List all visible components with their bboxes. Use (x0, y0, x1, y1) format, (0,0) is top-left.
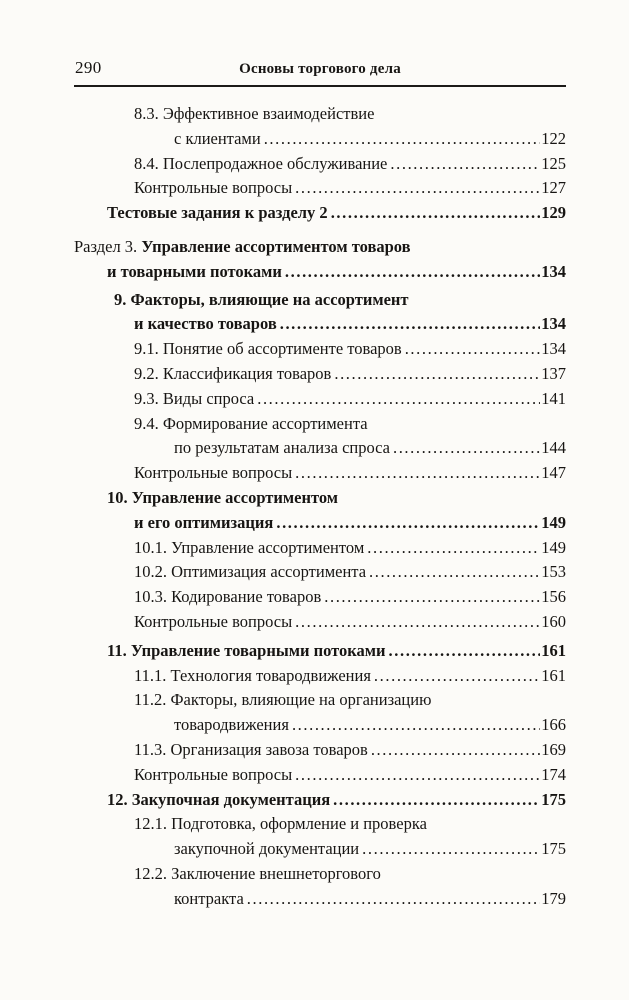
toc-entry-line (74, 235, 566, 260)
running-title: Основы торгового дела (239, 61, 401, 77)
toc-entry-line (74, 436, 566, 461)
dot-leader (374, 664, 540, 689)
toc-entry-line (74, 837, 566, 862)
toc-page-ref: 174 (541, 764, 566, 784)
toc-entry-line (74, 511, 566, 536)
dot-leader (331, 201, 541, 226)
toc-entry-text: 9.4. Формирование ассортимента (134, 413, 368, 433)
dot-leader (292, 713, 540, 738)
toc-page-ref: 161 (541, 665, 566, 685)
toc-entry-line (74, 152, 566, 177)
toc-entry-line (74, 738, 566, 763)
toc-entry (74, 337, 566, 362)
toc-page-ref: 149 (541, 512, 566, 532)
toc-entry-line (74, 788, 566, 813)
toc-entry-line (74, 201, 566, 226)
toc-page-ref: 169 (541, 739, 566, 759)
toc-entry-line (74, 536, 566, 561)
toc-page-ref: 134 (541, 339, 566, 359)
toc-entry-text: 10.1. Управление ассортиментом (134, 537, 365, 557)
toc-entry-text: Контрольные вопросы (134, 463, 293, 483)
toc-entry-text: и его оптимизация (134, 512, 274, 532)
toc-page-ref: 147 (541, 463, 566, 483)
dot-leader (390, 152, 540, 177)
toc-entry (74, 536, 566, 561)
toc-entry (74, 152, 566, 177)
toc-entry-text: 10. Управление ассортиментом (107, 487, 339, 507)
toc-entry (74, 639, 566, 664)
toc-page-ref: 122 (541, 128, 566, 148)
toc-entry-line (74, 639, 566, 664)
toc-entry-line (74, 610, 566, 635)
toc-entry (74, 788, 566, 813)
toc-page-ref: 149 (541, 537, 566, 557)
toc-entry-line (74, 461, 566, 486)
toc-entry-text: и товарными потоками (107, 261, 282, 281)
toc-entry (74, 461, 566, 486)
toc-entry (74, 664, 566, 689)
toc-entry (74, 412, 566, 462)
toc-entry-line (74, 387, 566, 412)
toc-entry (74, 486, 566, 536)
dot-leader (393, 436, 540, 461)
dot-leader (280, 312, 541, 337)
dot-leader (295, 176, 540, 201)
toc-entry-text: 11.2. Факторы, влияющие на организацию (134, 690, 432, 710)
dot-leader (285, 260, 540, 285)
dot-leader (405, 337, 541, 362)
toc-page-ref: 134 (541, 314, 566, 334)
toc-entry-prefix: Раздел 3. (74, 236, 142, 256)
dot-leader (295, 461, 540, 486)
toc-entry-text: Тестовые задания к разделу 2 (107, 203, 328, 223)
dot-leader (295, 610, 540, 635)
toc-entry-text: Контрольные вопросы (134, 764, 293, 784)
toc-entry-text: по результатам анализа спроса (174, 438, 390, 458)
toc-entry-line (74, 887, 566, 912)
toc-page-ref: 166 (541, 715, 566, 735)
toc-entry-line (74, 102, 566, 127)
toc-page-ref: 175 (541, 839, 566, 859)
toc-entry-text: Контрольные вопросы (134, 611, 293, 631)
toc-entry (74, 763, 566, 788)
toc-entry-text: товародвижения (174, 715, 289, 735)
toc-entry-text: 9. Факторы, влияющие на ассортимент (114, 289, 409, 309)
toc-page-ref: 175 (541, 789, 566, 809)
toc-page-ref: 156 (541, 587, 566, 607)
toc-entry-line (74, 585, 566, 610)
toc-entry-text: 12.1. Подготовка, оформление и проверка (134, 814, 427, 834)
toc-entry (74, 387, 566, 412)
toc-entry-text: 9.3. Виды спроса (134, 388, 255, 408)
toc-entry (74, 560, 566, 585)
toc-entry-text: 8.4. Послепродажное обслуживание (134, 153, 388, 173)
page-content (74, 58, 566, 912)
toc-entry (74, 201, 566, 226)
toc-page-ref: 129 (541, 203, 566, 223)
toc-page-ref: 127 (541, 178, 566, 198)
dot-leader (371, 738, 540, 763)
toc-page-ref: 141 (541, 388, 566, 408)
toc-entry-line (74, 862, 566, 887)
toc-entry (74, 362, 566, 387)
dot-leader (247, 887, 540, 912)
toc-page-ref: 137 (541, 363, 566, 383)
toc-entry-line (74, 176, 566, 201)
toc-entry-text: контракта (174, 888, 244, 908)
toc-entry-text: закупочной документации (174, 839, 360, 859)
toc-entry-text: 11.1. Технология товародвижения (134, 665, 371, 685)
dot-leader (334, 362, 540, 387)
toc-entry-line (74, 127, 566, 152)
toc-entry-line (74, 713, 566, 738)
table-of-contents (74, 102, 566, 912)
toc-entry (74, 688, 566, 738)
toc-entry-text: 8.3. Эффективное взаимодействие (134, 104, 375, 123)
toc-entry (74, 812, 566, 862)
toc-entry-line (74, 260, 566, 285)
toc-entry-text: и качество товаров (134, 314, 277, 334)
toc-entry-text: 12.2. Заключение внешнеторгового (134, 863, 381, 883)
toc-page-ref: 134 (541, 261, 566, 281)
toc-entry-line (74, 763, 566, 788)
toc-entry (74, 102, 566, 152)
toc-entry-line (74, 362, 566, 387)
page-header (74, 58, 566, 82)
page-number: 290 (75, 58, 102, 77)
toc-entry-text: 11. Управление товарными потоками (107, 640, 386, 660)
toc-entry (74, 176, 566, 201)
dot-leader (264, 127, 541, 152)
toc-page-ref: 179 (541, 888, 566, 908)
toc-entry-line (74, 412, 566, 437)
toc-entry (74, 862, 566, 912)
dot-leader (369, 560, 540, 585)
toc-entry-line (74, 688, 566, 713)
toc-entry-text: 12. Закупочная документация (107, 789, 331, 809)
toc-page-ref: 144 (541, 438, 566, 458)
toc-entry-text: 11.3. Организация завоза товаров (134, 739, 368, 759)
toc-entry-text: с клиентами (174, 128, 261, 148)
toc-entry-line (74, 812, 566, 837)
toc-entry-line (74, 560, 566, 585)
dot-leader (362, 837, 540, 862)
header-divider (74, 85, 566, 87)
toc-entry-text: 9.2. Классификация товаров (134, 363, 332, 383)
toc-entry (74, 738, 566, 763)
toc-entry-line (74, 288, 566, 313)
toc-entry (74, 610, 566, 635)
toc-page-ref: 160 (541, 611, 566, 631)
toc-entry-line (74, 664, 566, 689)
toc-page-ref: 153 (541, 562, 566, 582)
toc-entry-line (74, 337, 566, 362)
dot-leader (389, 639, 541, 664)
toc-entry-text: Раздел 3. Управление ассортиментом товаров (74, 236, 411, 256)
dot-leader (276, 511, 540, 536)
dot-leader (257, 387, 540, 412)
dot-leader (324, 585, 540, 610)
toc-entry-line (74, 486, 566, 511)
toc-entry-line (74, 312, 566, 337)
toc-entry-text: Контрольные вопросы (134, 178, 293, 198)
dot-leader (367, 536, 540, 561)
dot-leader (333, 788, 540, 813)
toc-entry (74, 288, 566, 338)
toc-entry (74, 235, 566, 285)
toc-entry (74, 585, 566, 610)
toc-entry-text: 9.1. Понятие об ассортименте товаров (134, 339, 402, 359)
toc-entry-text: 10.2. Оптимизация ассортимента (134, 562, 367, 582)
toc-page-ref: 161 (541, 640, 566, 660)
toc-page-ref: 125 (541, 153, 566, 173)
dot-leader (295, 763, 540, 788)
toc-entry-text: 10.3. Кодирование товаров (134, 587, 322, 607)
